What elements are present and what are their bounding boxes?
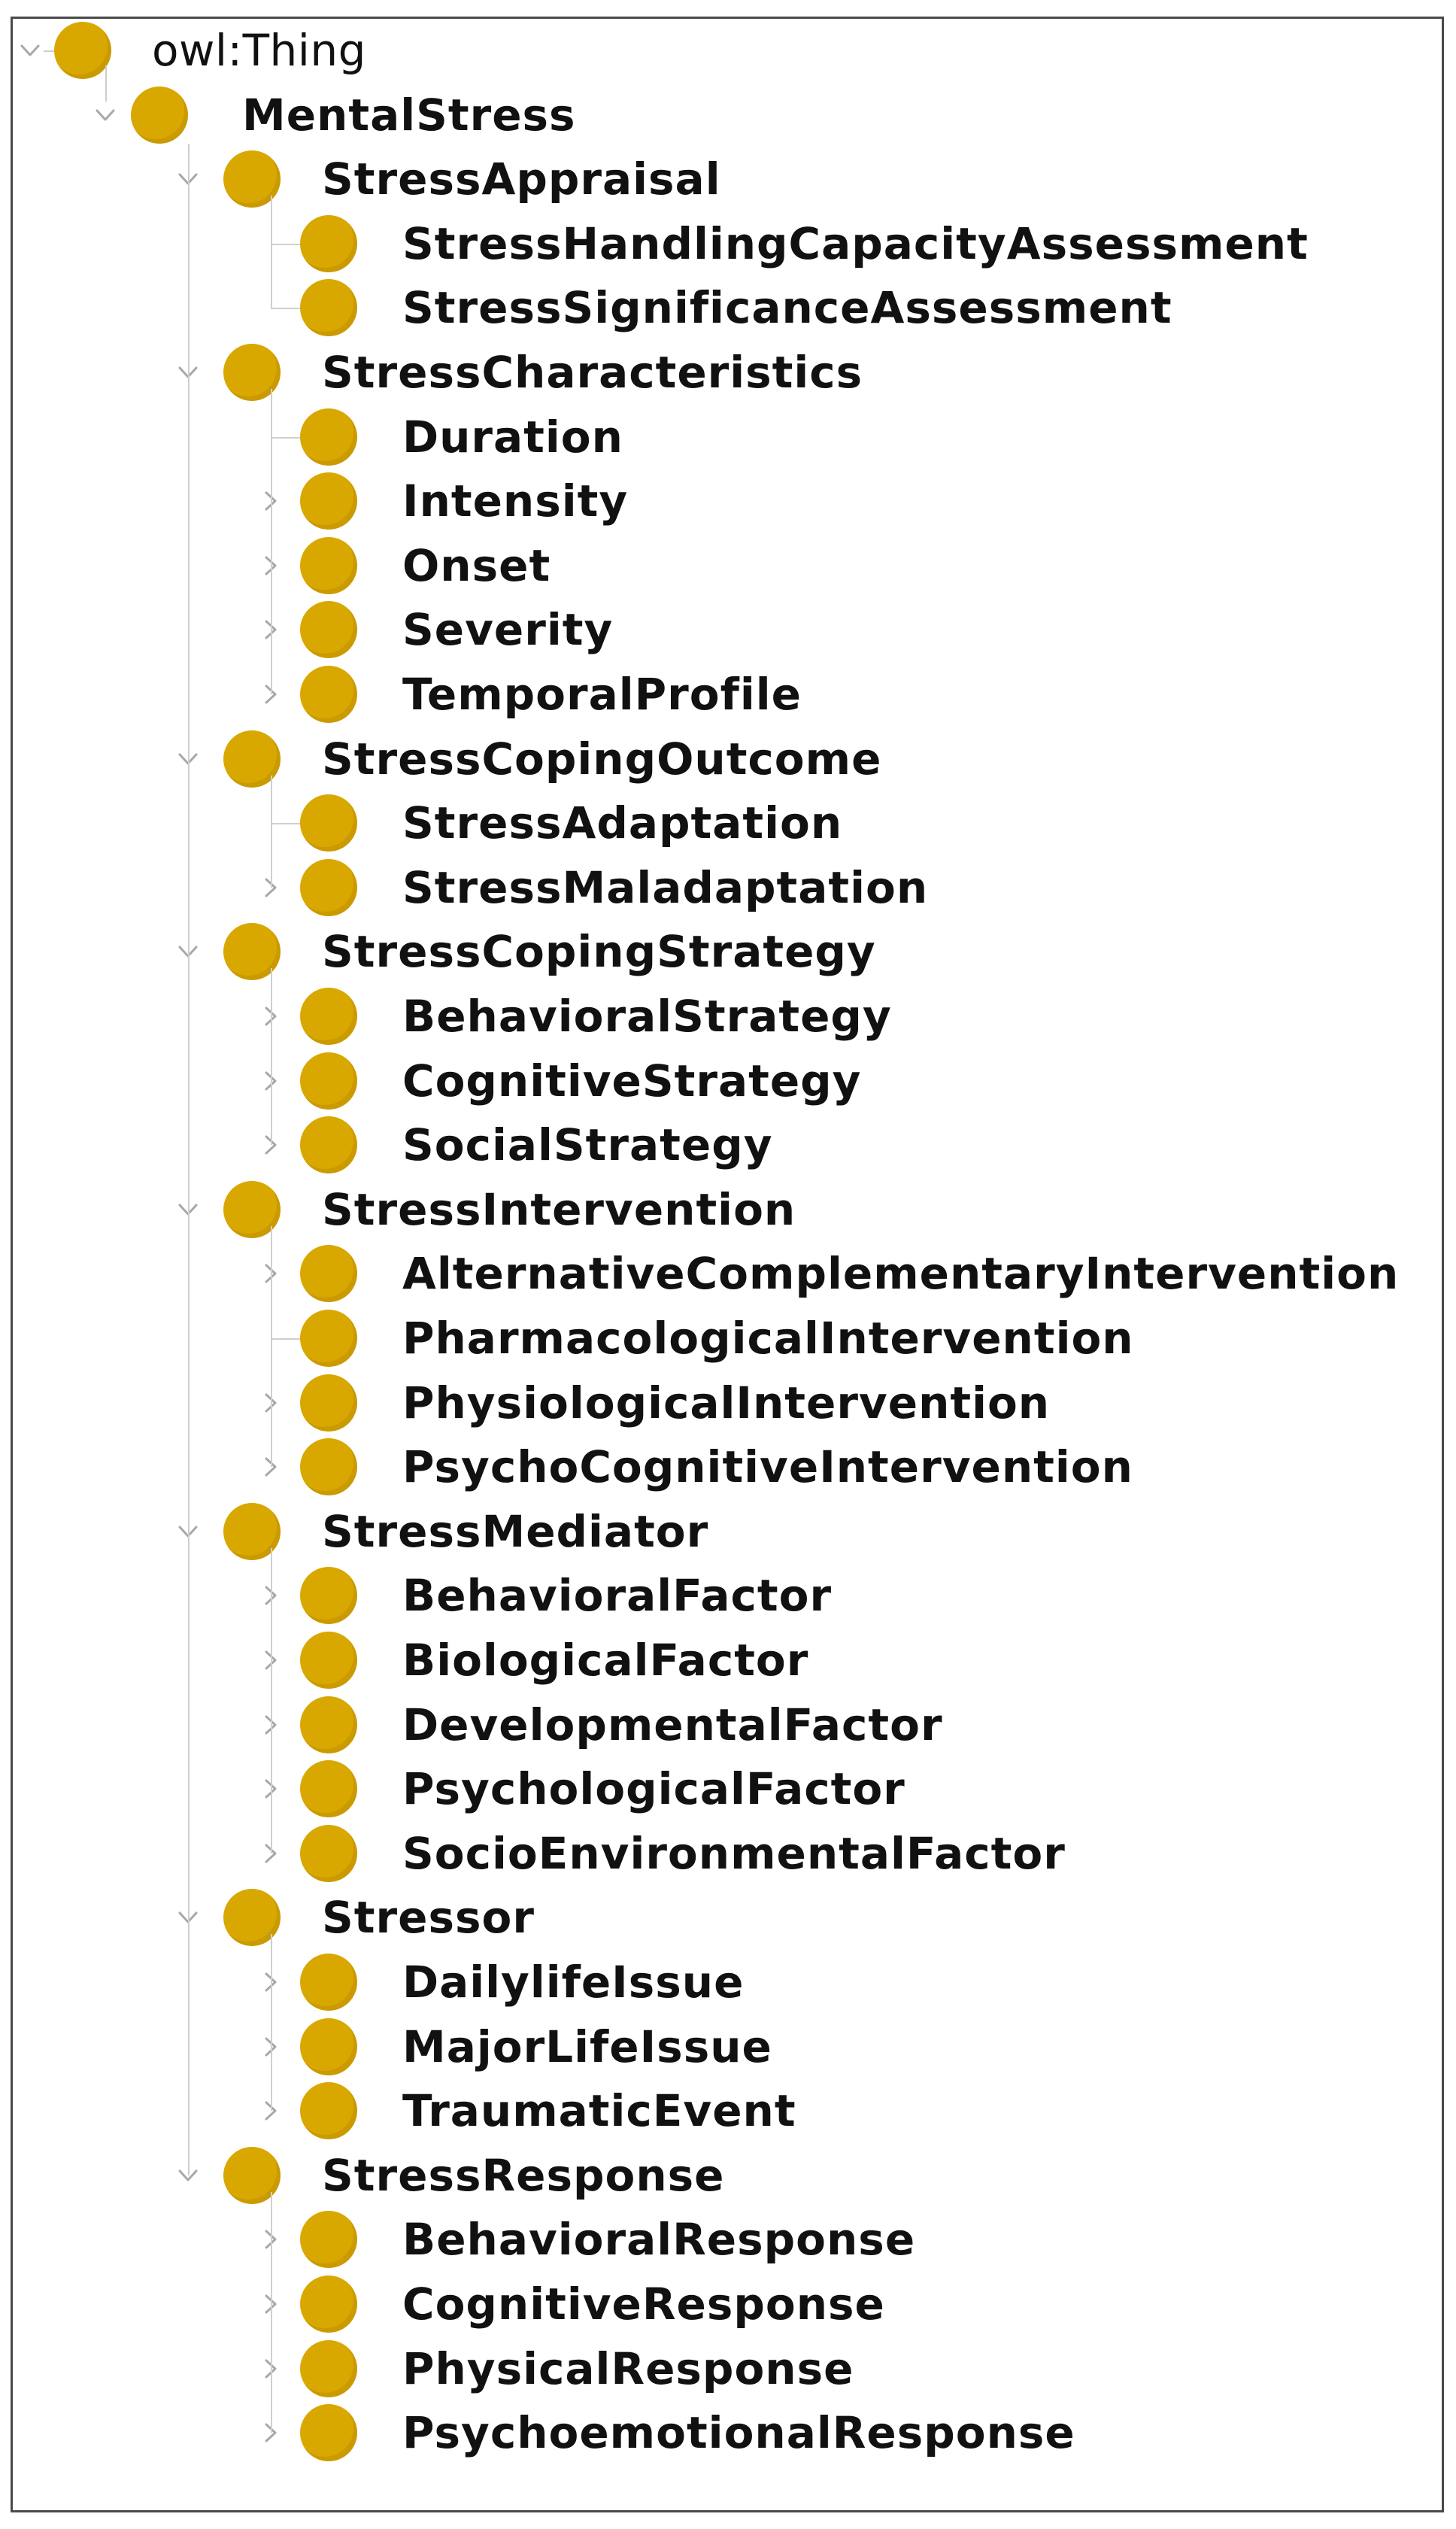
tree-node-stressmediator[interactable] — [0, 1499, 1429, 1564]
class-label: DevelopmentalFactor — [402, 1699, 943, 1750]
class-label: MentalStress — [242, 89, 576, 141]
tree-node-physicalresponse[interactable] — [0, 2336, 1429, 2401]
collapse-chevron-icon[interactable] — [90, 100, 120, 130]
class-label: StressSignificanceAssessment — [402, 282, 1172, 334]
tree-guide-line — [271, 389, 272, 694]
owl-class-icon — [300, 472, 357, 530]
tree-guide-line — [271, 1338, 300, 1340]
owl-class-icon — [300, 2275, 357, 2333]
owl-class-icon — [300, 1696, 357, 1753]
tree-guide-line — [271, 2192, 272, 2433]
owl-class-icon — [300, 794, 357, 852]
tree-node-biologicalfactor[interactable] — [0, 1628, 1429, 1693]
owl-class-icon — [300, 1052, 357, 1110]
owl-class-icon — [300, 601, 357, 658]
class-label: BiologicalFactor — [402, 1635, 809, 1686]
owl-class-icon — [300, 2018, 357, 2075]
class-label: Intensity — [402, 475, 629, 527]
class-label: DailylifeIssue — [402, 1957, 745, 2008]
owl-class-icon — [54, 22, 111, 79]
tree-node-mentalstress[interactable] — [0, 83, 1429, 147]
tree-node-stressor[interactable] — [0, 1885, 1429, 1950]
tree-node-stressmaladaptation[interactable] — [0, 855, 1429, 920]
class-label: TemporalProfile — [402, 669, 802, 720]
owl-class-icon — [300, 1567, 357, 1624]
owl-class-icon — [300, 2340, 357, 2397]
class-label: StressHandlingCapacityAssessment — [402, 217, 1309, 269]
tree-node-traumaticevent[interactable] — [0, 2078, 1429, 2143]
tree-guide-line — [271, 437, 300, 439]
owl-class-icon — [300, 2211, 357, 2268]
tree-node-stresshandlingcapacityassessment[interactable] — [0, 211, 1429, 276]
owl-class-icon — [300, 537, 357, 594]
class-label: StressCopingOutcome — [322, 733, 882, 785]
class-label: StressResponse — [322, 2149, 725, 2201]
tree-node-cognitiveresponse[interactable] — [0, 2272, 1429, 2336]
tree-guide-line — [188, 144, 190, 2175]
class-label: Stressor — [322, 1892, 535, 1944]
tree-node-stresscharacteristics[interactable] — [0, 340, 1429, 405]
tree-node-socioenvironmentalfactor[interactable] — [0, 1821, 1429, 1886]
owl-class-icon — [300, 408, 357, 466]
tree-guide-line — [271, 308, 300, 309]
class-label: SocialStrategy — [402, 1119, 773, 1171]
tree-node-owl-thing[interactable] — [0, 18, 1429, 83]
tree-node-developmentalfactor[interactable] — [0, 1693, 1429, 1757]
owl-class-icon — [300, 1438, 357, 1495]
tree-guide-line — [271, 1226, 272, 1467]
owl-class-icon — [300, 1310, 357, 1367]
tree-node-stressappraisal[interactable] — [0, 147, 1429, 211]
class-label: StressAppraisal — [322, 153, 721, 205]
class-label: PharmacologicalIntervention — [402, 1313, 1134, 1364]
tree-node-stressresponse[interactable] — [0, 2143, 1429, 2208]
tree-node-stresscopingoutcome[interactable] — [0, 727, 1429, 791]
class-label: CognitiveResponse — [402, 2279, 885, 2330]
tree-node-pharmacologicalintervention[interactable] — [0, 1306, 1429, 1371]
tree-guide-line — [271, 776, 272, 888]
class-label: StressCopingStrategy — [322, 926, 876, 978]
tree-node-socialstrategy[interactable] — [0, 1113, 1429, 1177]
tree-node-temporalprofile[interactable] — [0, 662, 1429, 727]
tree-node-alternativecomplementaryintervention[interactable] — [0, 1241, 1429, 1306]
tree-guide-line — [271, 1934, 272, 2111]
class-label: CognitiveStrategy — [402, 1055, 862, 1107]
tree-guide-line — [271, 196, 272, 308]
tree-node-behavioralfactor[interactable] — [0, 1563, 1429, 1628]
owl-class-icon — [300, 279, 357, 336]
owl-class-icon — [300, 1760, 357, 1817]
tree-node-intensity[interactable] — [0, 469, 1429, 533]
tree-node-psychocognitiveintervention[interactable] — [0, 1435, 1429, 1499]
owl-class-icon — [300, 1245, 357, 1302]
tree-node-majorlifeissue[interactable] — [0, 2014, 1429, 2079]
class-label: MajorLifeIssue — [402, 2020, 772, 2072]
tree-guide-line — [271, 1548, 272, 1853]
tree-guide-line — [105, 65, 107, 102]
class-label: Severity — [402, 604, 614, 656]
owl-class-icon — [300, 1825, 357, 1882]
class-label: owl:Thing — [152, 25, 366, 76]
tree-node-psychologicalfactor[interactable] — [0, 1756, 1429, 1821]
tree-node-behavioralresponse[interactable] — [0, 2207, 1429, 2272]
owl-class-icon — [300, 2404, 357, 2461]
tree-node-duration[interactable] — [0, 405, 1429, 469]
class-label: PsychologicalFactor — [402, 1763, 905, 1815]
class-label: BehavioralFactor — [402, 1570, 833, 1622]
class-label: Onset — [402, 539, 551, 591]
class-label: StressIntervention — [322, 1183, 796, 1235]
owl-class-icon — [131, 87, 188, 144]
class-label: PsychoCognitiveIntervention — [402, 1441, 1133, 1493]
class-label: PhysiologicalIntervention — [402, 1377, 1051, 1428]
owl-class-icon — [300, 859, 357, 916]
owl-class-icon — [300, 215, 357, 272]
tree-node-stressadaptation[interactable] — [0, 791, 1429, 855]
tree-node-onset[interactable] — [0, 533, 1429, 598]
collapse-chevron-icon[interactable] — [15, 35, 45, 65]
tree-guide-line — [44, 50, 54, 52]
class-label: PhysicalResponse — [402, 2342, 854, 2394]
owl-class-icon — [300, 1954, 357, 2011]
tree-node-stresssignificanceassessment[interactable] — [0, 275, 1429, 340]
class-label: BehavioralResponse — [402, 2214, 916, 2266]
tree-guide-line — [271, 823, 300, 824]
owl-class-icon — [300, 2082, 357, 2139]
class-label: SocioEnvironmentalFactor — [402, 1827, 1066, 1879]
class-label: TraumaticEvent — [402, 2085, 796, 2137]
tree-node-stresscopingstrategy[interactable] — [0, 919, 1429, 984]
tree-node-severity[interactable] — [0, 597, 1429, 662]
owl-class-icon — [300, 666, 357, 723]
class-label: BehavioralStrategy — [402, 991, 892, 1042]
class-label: AlternativeComplementaryIntervention — [402, 1248, 1400, 1300]
owl-class-icon — [300, 1374, 357, 1431]
class-label: StressMaladaptation — [402, 861, 929, 913]
tree-node-psychoemotionalresponse[interactable] — [0, 2400, 1429, 2465]
tree-node-behavioralstrategy[interactable] — [0, 984, 1429, 1049]
class-label: PsychoemotionalResponse — [402, 2407, 1075, 2459]
tree-node-cognitivestrategy[interactable] — [0, 1049, 1429, 1113]
class-label: StressCharacteristics — [322, 347, 863, 398]
tree-node-physiologicalintervention[interactable] — [0, 1371, 1429, 1435]
tree-node-dailylifeissue[interactable] — [0, 1950, 1429, 2014]
class-label: StressAdaptation — [402, 797, 843, 849]
owl-class-icon — [300, 1116, 357, 1173]
class-label: StressMediator — [322, 1505, 709, 1557]
class-label: Duration — [402, 411, 623, 463]
owl-class-icon — [300, 1632, 357, 1689]
tree-node-stressintervention[interactable] — [0, 1177, 1429, 1242]
tree-guide-line — [271, 244, 300, 245]
tree-guide-line — [271, 968, 272, 1145]
owl-class-icon — [300, 988, 357, 1045]
